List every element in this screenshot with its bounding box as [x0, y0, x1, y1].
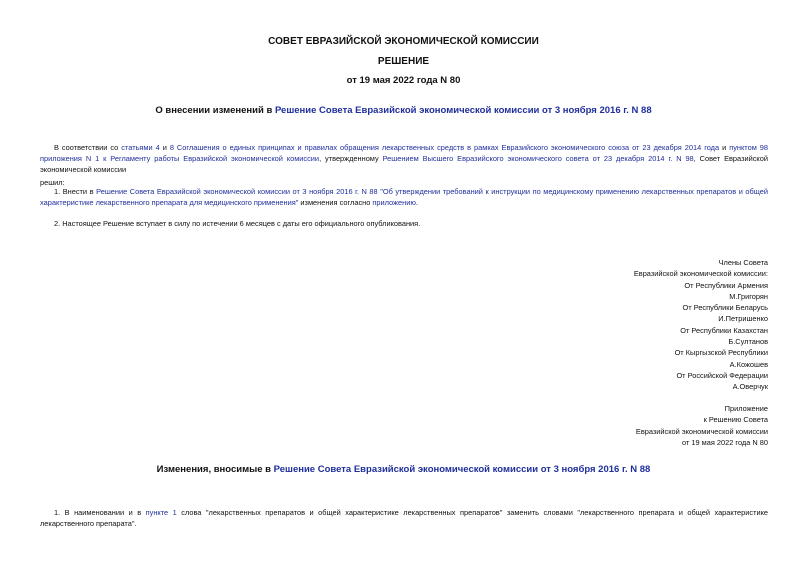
document-type: РЕШЕНИЕ: [377, 56, 430, 67]
signature-line: От Кыргызской Республики: [674, 348, 768, 358]
appendix-ref-line: Приложение: [724, 404, 768, 413]
item1-text-1: 1. Внести в: [54, 187, 97, 196]
article-4-link[interactable]: статьями 4: [121, 143, 160, 152]
signature-line: М.Григорян: [729, 291, 768, 301]
decided-label: решил:: [40, 178, 65, 187]
signature-line: От Республики Армения: [684, 280, 768, 290]
subject-prefix: О внесении изменений в: [155, 105, 275, 116]
item1-text-2: изменения согласно: [298, 198, 373, 207]
supreme-council-decision-link[interactable]: Решением Высшего Евразийского экономического совета от 23 декабря 2014 г. N 98: [382, 154, 694, 163]
signature-line: Члены Совета: [718, 258, 768, 267]
preamble-paragraph: [40, 142, 768, 175]
point-1-link[interactable]: пункте 1: [145, 508, 177, 517]
change1-text-1: 1. В наименовании и в: [54, 508, 146, 517]
signature-line: И.Петришенко: [718, 314, 768, 324]
appendix-ref-line: от 19 мая 2022 года N 80: [682, 437, 768, 447]
preamble-text-3: и: [719, 143, 730, 152]
change1-text-2: слова "лекарственных препаратов и общей характеристике лекарственных препаратов" заменить словами "лекарственного препарата и общей характеристике лекарственного препарата".: [40, 508, 769, 528]
signature-line: А.Оверчук: [732, 382, 768, 392]
document-date-number: от 19 мая 2022 года N 80: [346, 75, 461, 86]
signature-line: От Республики Казахстан: [680, 325, 768, 335]
signature-line: Евразийской экономической комиссии:: [633, 269, 768, 279]
signature-line: А.Кожошев: [729, 359, 768, 369]
signature-line: Б.Султанов: [728, 337, 768, 347]
agreement-link[interactable]: 8 Соглашения о единых принципах и правилах обращения лекарственных средств в рамках Евразийского экономического союза от 23 декабря 2014 года: [169, 143, 720, 152]
appendix-ref-line: к Решению Совета: [703, 415, 768, 425]
decision-item-2: 2. Настоящее Решение вступает в силу по истечении 6 месяцев с даты его официального опубликования.: [54, 219, 421, 228]
changes-title-link[interactable]: Решение Совета Евразийской экономической комиссии от 3 ноября 2016 г. N 88: [273, 464, 651, 475]
changes-title-prefix: Изменения, вносимые в: [156, 464, 274, 475]
item1-text-3: .: [415, 198, 418, 207]
changes-title: [0, 464, 807, 475]
signature-line: От Российской Федерации: [676, 370, 768, 380]
subject-link[interactable]: Решение Совета Евразийской экономической комиссии от 3 ноября 2016 г. N 88: [274, 105, 652, 116]
preamble-text-5: , Совет Евразийской экономической комиссии: [40, 154, 768, 174]
preamble-text-1: В соответствии со: [54, 143, 122, 152]
organization-title: СОВЕТ ЕВРАЗИЙСКОЙ ЭКОНОМИЧЕСКОЙ КОМИССИИ: [268, 36, 539, 47]
preamble-text-4: , утвержденному: [319, 154, 383, 163]
appendix-ref-line: Евразийской экономической комиссии: [635, 426, 768, 436]
preamble-text-2: и: [159, 143, 170, 152]
signature-line: От Республики Беларусь: [682, 303, 768, 313]
decision-item-1: [40, 186, 768, 208]
appendix-link[interactable]: приложению: [372, 198, 416, 207]
signatures-block: [634, 257, 768, 393]
appendix-reference-block: [636, 403, 768, 448]
decision-88-link[interactable]: Решение Совета Евразийской экономической комиссии от 3 ноября 2016 г. N 88 "Об утверждении требований к инструкции по медицинскому применению лекарственных препаратов и общей характеристике лекарственного препарата для медицинского применения": [40, 187, 768, 207]
document-subject: [0, 105, 807, 116]
regulation-link[interactable]: пунктом 98 приложения N 1 к Регламенту работы Евразийской экономической комиссии: [40, 143, 768, 163]
change-item-1: [40, 507, 768, 529]
